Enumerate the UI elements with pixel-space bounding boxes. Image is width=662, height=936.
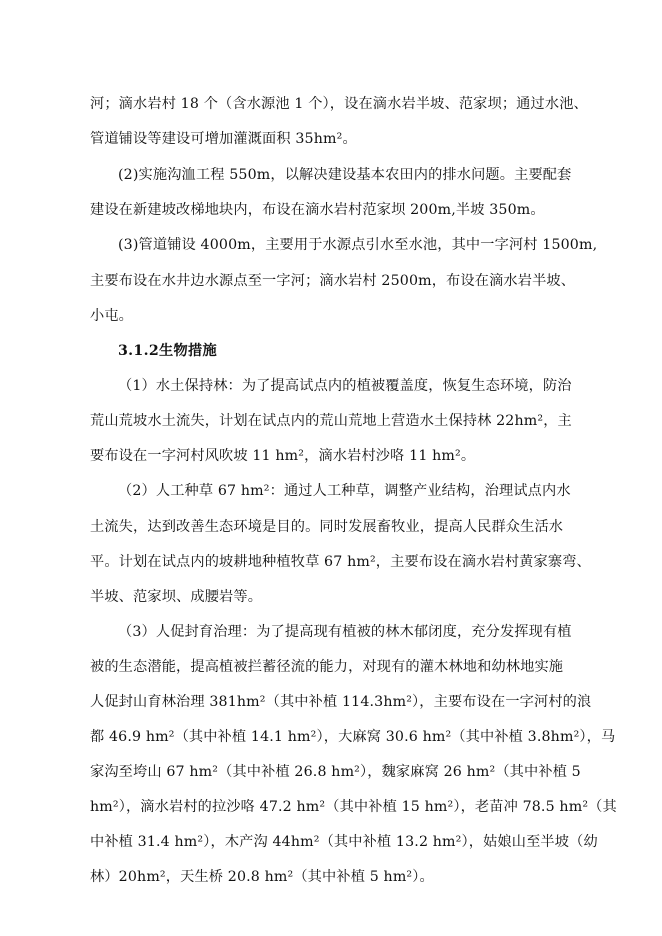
- text-line: （1）水土保持林：为了提高试点内的植被覆盖度，恢复生态环境，防治: [118, 378, 572, 394]
- text-line: 荒山荒坡水土流失，计划在试点内的荒山荒地上营造水土保持林 22hm²，主: [90, 413, 572, 429]
- text-line: 半坡、范家坝、成腰岩等。: [90, 589, 263, 605]
- text-line: 主要布设在水井边水源点至一字河；滴水岩村 2500m，布设在滴水岩半坡、: [90, 273, 576, 289]
- text-line: （2）人工种草 67 hm²：通过人工种草，调整产业结构，治理试点内水: [118, 483, 571, 499]
- text-line: （3）人促封育治理：为了提高现有植被的林木郁闭度，充分发挥现有植: [118, 624, 572, 640]
- text-line: 土流失，达到改善生态环境是目的。同时发展畜牧业，提高人民群众生活水: [90, 519, 564, 535]
- text-line: (2)实施沟洫工程 550m，以解决建设基本农田内的排水问题。主要配套: [118, 167, 572, 183]
- text-line: 林）20hm²，天生桥 20.8 hm²（其中补植 5 hm²）。: [90, 869, 434, 885]
- text-line: 被的生态潜能，提高植被拦蓄径流的能力，对现有的灌木林地和幼林地实施: [90, 659, 564, 675]
- text-line: 中补植 31.4 hm²），木产沟 44hm²（其中补植 13.2 hm²），姑娘山至半坡（幼: [90, 834, 598, 850]
- text-line: 建设在新建坡改梯地块内，布设在滴水岩村范家坝 200m,半坡 350m。: [90, 202, 545, 218]
- text-line: 都 46.9 hm²（其中补植 14.1 hm²），大麻窝 30.6 hm²（其中补植 3.8hm²），马: [90, 729, 616, 745]
- section-heading: 3.1.2生物措施: [118, 343, 217, 359]
- text-line: 管道铺设等建设可增加灌溉面积 35hm²。: [90, 131, 357, 147]
- text-line: 平。计划在试点内的坡耕地种植牧草 67 hm²，主要布设在滴水岩村黄家寨弯、: [90, 554, 591, 570]
- text-line: hm²），滴水岩村的拉沙咯 47.2 hm²（其中补植 15 hm²），老苗冲 78.5 hm²（其: [90, 799, 617, 815]
- text-line: 家沟至垮山 67 hm²（其中补植 26.8 hm²），魏家麻窝 26 hm²（其中补植 5: [90, 764, 581, 780]
- text-line: 人促封山育林治理 381hm²（其中补植 114.3hm²），主要布设在一字河村的浪: [90, 694, 592, 710]
- text-line: 河；滴水岩村 18 个（含水源池 1 个），设在滴水岩半坡、范家坝；通过水池、: [90, 96, 588, 112]
- text-line: (3)管道铺设 4000m，主要用于水源点引水至水池，其中一字河村 1500m,: [118, 237, 598, 253]
- text-line: 小屯。: [90, 308, 134, 324]
- text-line: 要布设在一字河村风吹坡 11 hm²，滴水岩村沙咯 11 hm²。: [90, 448, 476, 464]
